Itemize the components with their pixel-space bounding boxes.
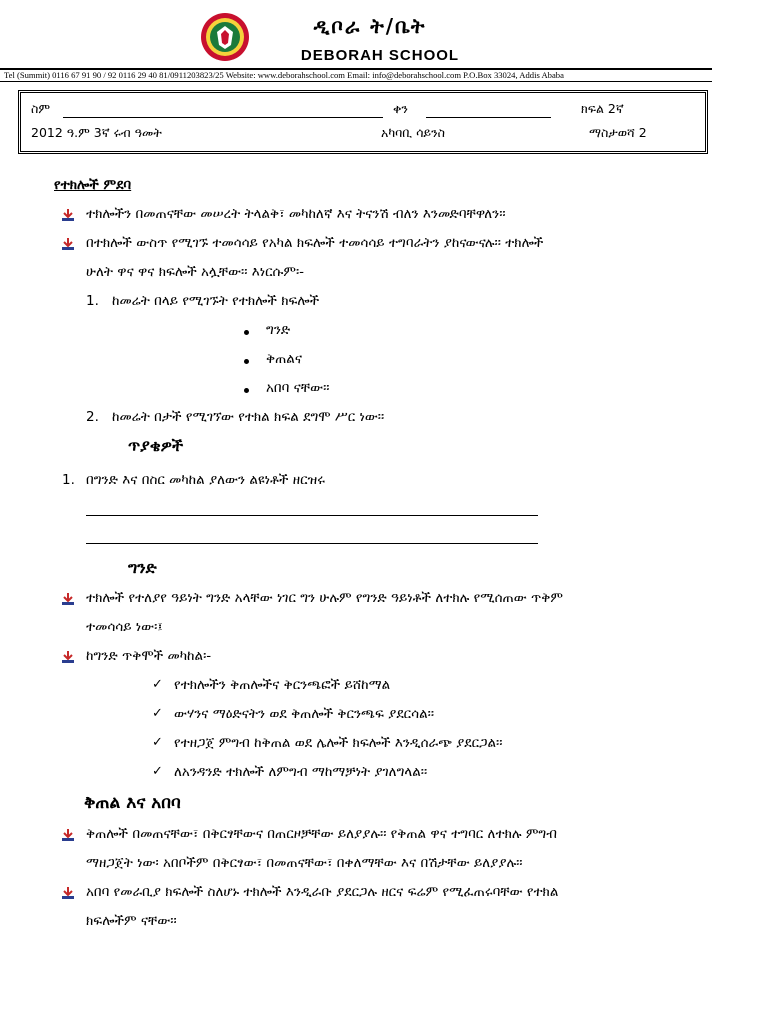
checkmark-icon: ✓ <box>152 677 163 692</box>
checkmark-icon: ✓ <box>152 735 163 750</box>
leaf-flower-title: ቅጠል እና አበባ <box>84 793 181 813</box>
year-term: 2012 ዓ.ም 3ኛ ሩብ ዓመት <box>31 125 162 140</box>
school-name-english: DEBORAH SCHOOL <box>300 47 460 64</box>
list-number: 2. <box>86 409 99 425</box>
paragraph-text: ተክሎች የተለያየ ዓይነት ግንድ አላቸው ነገር ግን ሁሉም የግንድ ዓይነቶች ለተክሉ የሚሰጠው ጥቅም <box>86 590 563 606</box>
name-field-line[interactable] <box>63 117 383 118</box>
answer-line[interactable] <box>86 543 538 544</box>
question-text: በግንድ እና በስር መካከል ያለውን ልዩነቶች ዘርዝሩ <box>86 472 325 488</box>
name-label: ስም <box>31 101 51 116</box>
question-number: 1. <box>62 472 75 488</box>
date-label: ቀን <box>393 101 408 116</box>
student-info-box <box>18 90 708 154</box>
paragraph-text: ማዘጋጀት ነው፡ አበቦችም በቅርፃው፣ በመጠናቸው፣ በቀለማቸው እና በሽታቸው ይለያያሉ፡፡ <box>86 855 523 871</box>
dot-bullet-icon <box>244 359 249 364</box>
date-field-line[interactable] <box>426 117 551 118</box>
paragraph-text: ሁለት ዋና ዋና ክፍሎች አሏቸው፡፡ እነርሱም፡- <box>86 264 305 280</box>
dot-bullet-icon <box>244 330 249 335</box>
answer-line[interactable] <box>86 515 538 516</box>
arrow-bullet-icon <box>62 651 74 663</box>
paragraph-text: ከግንድ ጥቅሞች መካከል፡- <box>86 648 212 664</box>
sub-list-item: ቅጠልና <box>266 351 303 367</box>
subject-name: አካባቢ ሳይንስ <box>381 125 446 140</box>
paragraph-text: አበባ የመራቢያ ክፍሎች ስለሆኑ ተክሎች እንዲራቡ ያደርጋሉ ዘርና ፍሬም የሚፈጠሩባቸው የተክል <box>86 884 559 900</box>
header-rule-bottom <box>0 81 712 82</box>
paragraph-text: ተመሳሳይ ነው፡፤ <box>86 619 163 635</box>
checkmark-icon: ✓ <box>152 706 163 721</box>
check-list-item: ለአንዳንድ ተክሎች ለምግብ ማከማቻነት ያገለግላል፡፡ <box>174 764 428 780</box>
check-list-item: የተክሎችን ቅጠሎችና ቅርንጫፎች ይሸከማል <box>174 677 391 693</box>
list-number: 1. <box>86 293 99 309</box>
questions-title: ጥያቄዎች <box>128 436 184 455</box>
paragraph-text: ቅጠሎች በመጠናቸው፣ በቅርፃቸውና በጠርዞቻቸው ይለያያሉ፡፡ የቅጠል ዋና ተግባር ለተክሉ ምግብ <box>86 826 557 842</box>
contact-info: Tel (Summit) 0116 67 91 90 / 92 0116 29 40 81/0911203823/25 Website: www.deborahschool.com Email: info@deborahschool.com P.O.Box 33024, Addis Ababa <box>4 70 564 80</box>
paragraph-text: ተክሎችን በመጠናቸው መሠረት ትላልቅ፣ መካከለኛ እና ትናንሽ ብለን እንመድባቸዋለን፡፡ <box>86 206 506 222</box>
checkmark-icon: ✓ <box>152 764 163 779</box>
check-list-item: የተዘጋጀ ምግብ ከቅጠል ወደ ሌሎች ክፍሎች እንዲሰራጭ ያደርጋል፡፡ <box>174 735 503 751</box>
school-name-amharic: ዲቦራ ት/ቤት <box>313 14 427 38</box>
arrow-bullet-icon <box>62 209 74 221</box>
paragraph-text: ክፍሎችም ናቸው፡፡ <box>86 913 177 929</box>
stem-title: ግንድ <box>128 558 157 577</box>
arrow-bullet-icon <box>62 593 74 605</box>
sub-list-item: አበባ ናቸው፡፡ <box>266 380 330 396</box>
arrow-bullet-icon <box>62 829 74 841</box>
section-title-classification: የተክሎች ምደባ <box>54 177 132 193</box>
school-header <box>0 0 768 80</box>
arrow-bullet-icon <box>62 238 74 250</box>
school-logo <box>200 12 250 62</box>
dot-bullet-icon <box>244 388 249 393</box>
grade-label: ክፍል 2ኛ <box>581 101 624 116</box>
list-item-text: ከመሬት በታች የሚገኘው የተክል ክፍል ደግሞ ሥር ነው፡፡ <box>112 409 385 425</box>
note-number: ማስታወሻ 2 <box>589 125 647 140</box>
arrow-bullet-icon <box>62 887 74 899</box>
paragraph-text: በተክሎች ውስጥ የሚገኙ ተመሳሳይ የአካል ክፍሎች ተመሳሳይ ተግባራትን ያከናውናሉ፡፡ ተክሎች <box>86 235 544 251</box>
sub-list-item: ግንድ <box>266 322 291 338</box>
check-list-item: ውሃንና ማዕድናትን ወደ ቅጠሎች ቅርንጫፍ ያደርሳል፡፡ <box>174 706 435 722</box>
list-item-text: ከመሬት በላይ የሚገኙት የተክሎች ክፍሎች <box>112 293 320 309</box>
